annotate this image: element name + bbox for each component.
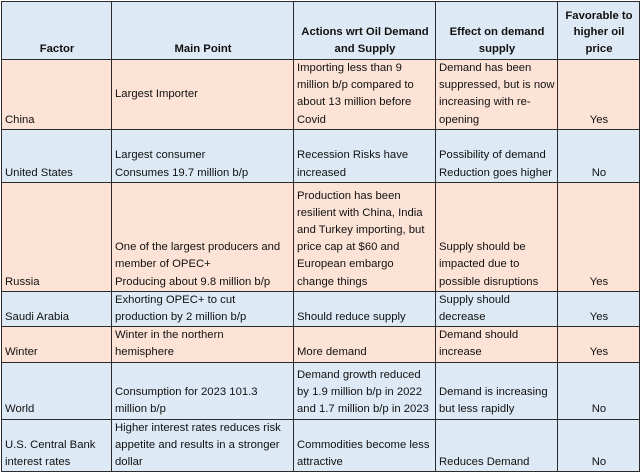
table-row-winter (2, 327, 640, 362)
actions-cell: Demand growth reduced by 1.9 million b/p in 2022 and 1.7 million b/p in 2023 (294, 362, 436, 419)
main-point-cell: Largest consumer Consumes 19.7 million b/p (112, 129, 294, 182)
effect-cell: Demand has been suppressed, but is now increasing with re- opening (436, 60, 558, 130)
actions-cell: Production has been resilient with China, India and Turkey importing, but price cap at $60 and European embargo change things (294, 182, 436, 291)
factor-cell: Russia (2, 182, 112, 291)
main-point-cell: Exhorting OPEC+ to cut production by 2 million b/p (112, 291, 294, 326)
table-row-us-central-bank (2, 419, 640, 472)
table-row-china (2, 60, 640, 130)
factor-cell: U.S. Central Bank interest rates (2, 419, 112, 472)
favorable-cell: No (558, 129, 640, 182)
favorable-cell: No (558, 419, 640, 472)
main-point-cell: Consumption for 2023 101.3 million b/p (112, 362, 294, 419)
favorable-cell: Yes (558, 182, 640, 291)
header-actions: Actions wrt Oil Demand and Supply (294, 2, 436, 60)
effect-cell: Possibility of demand Reduction goes higher (436, 129, 558, 182)
actions-cell: Importing less than 9 million b/p compared to about 13 million before Covid (294, 60, 436, 130)
table-row-saudi-arabia (2, 291, 640, 326)
table-row-united-states (2, 129, 640, 182)
header-factor: Factor (2, 2, 112, 60)
header-main-point: Main Point (112, 2, 294, 60)
main-point-cell: One of the largest producers and member of OPEC+ Producing about 9.8 million b/p (112, 182, 294, 291)
actions-cell: Commodities become less attractive (294, 419, 436, 472)
actions-cell: Recession Risks have increased (294, 129, 436, 182)
effect-cell: Supply should decrease (436, 291, 558, 326)
effect-cell: Demand should increase (436, 327, 558, 362)
favorable-cell: No (558, 362, 640, 419)
oil-factors-table (1, 1, 640, 472)
main-point-cell: Higher interest rates reduces risk appetite and results in a stronger dollar (112, 419, 294, 472)
main-point-cell: Largest Importer (112, 60, 294, 130)
favorable-cell: Yes (558, 291, 640, 326)
favorable-cell: Yes (558, 60, 640, 130)
effect-cell: Demand is increasing but less rapidly (436, 362, 558, 419)
actions-cell: More demand (294, 327, 436, 362)
header-effect: Effect on demand supply (436, 2, 558, 60)
factor-cell: Saudi Arabia (2, 291, 112, 326)
header-favorable: Favorable to higher oil price (558, 2, 640, 60)
effect-cell: Reduces Demand (436, 419, 558, 472)
favorable-cell: Yes (558, 327, 640, 362)
factor-cell: Winter (2, 327, 112, 362)
table-row-russia (2, 182, 640, 291)
actions-cell: Should reduce supply (294, 291, 436, 326)
header-row (2, 2, 640, 60)
factor-cell: World (2, 362, 112, 419)
main-point-cell: Winter in the northern hemisphere (112, 327, 294, 362)
table-row-world (2, 362, 640, 419)
factor-cell: China (2, 60, 112, 130)
effect-cell: Supply should be impacted due to possible disruptions (436, 182, 558, 291)
factor-cell: United States (2, 129, 112, 182)
